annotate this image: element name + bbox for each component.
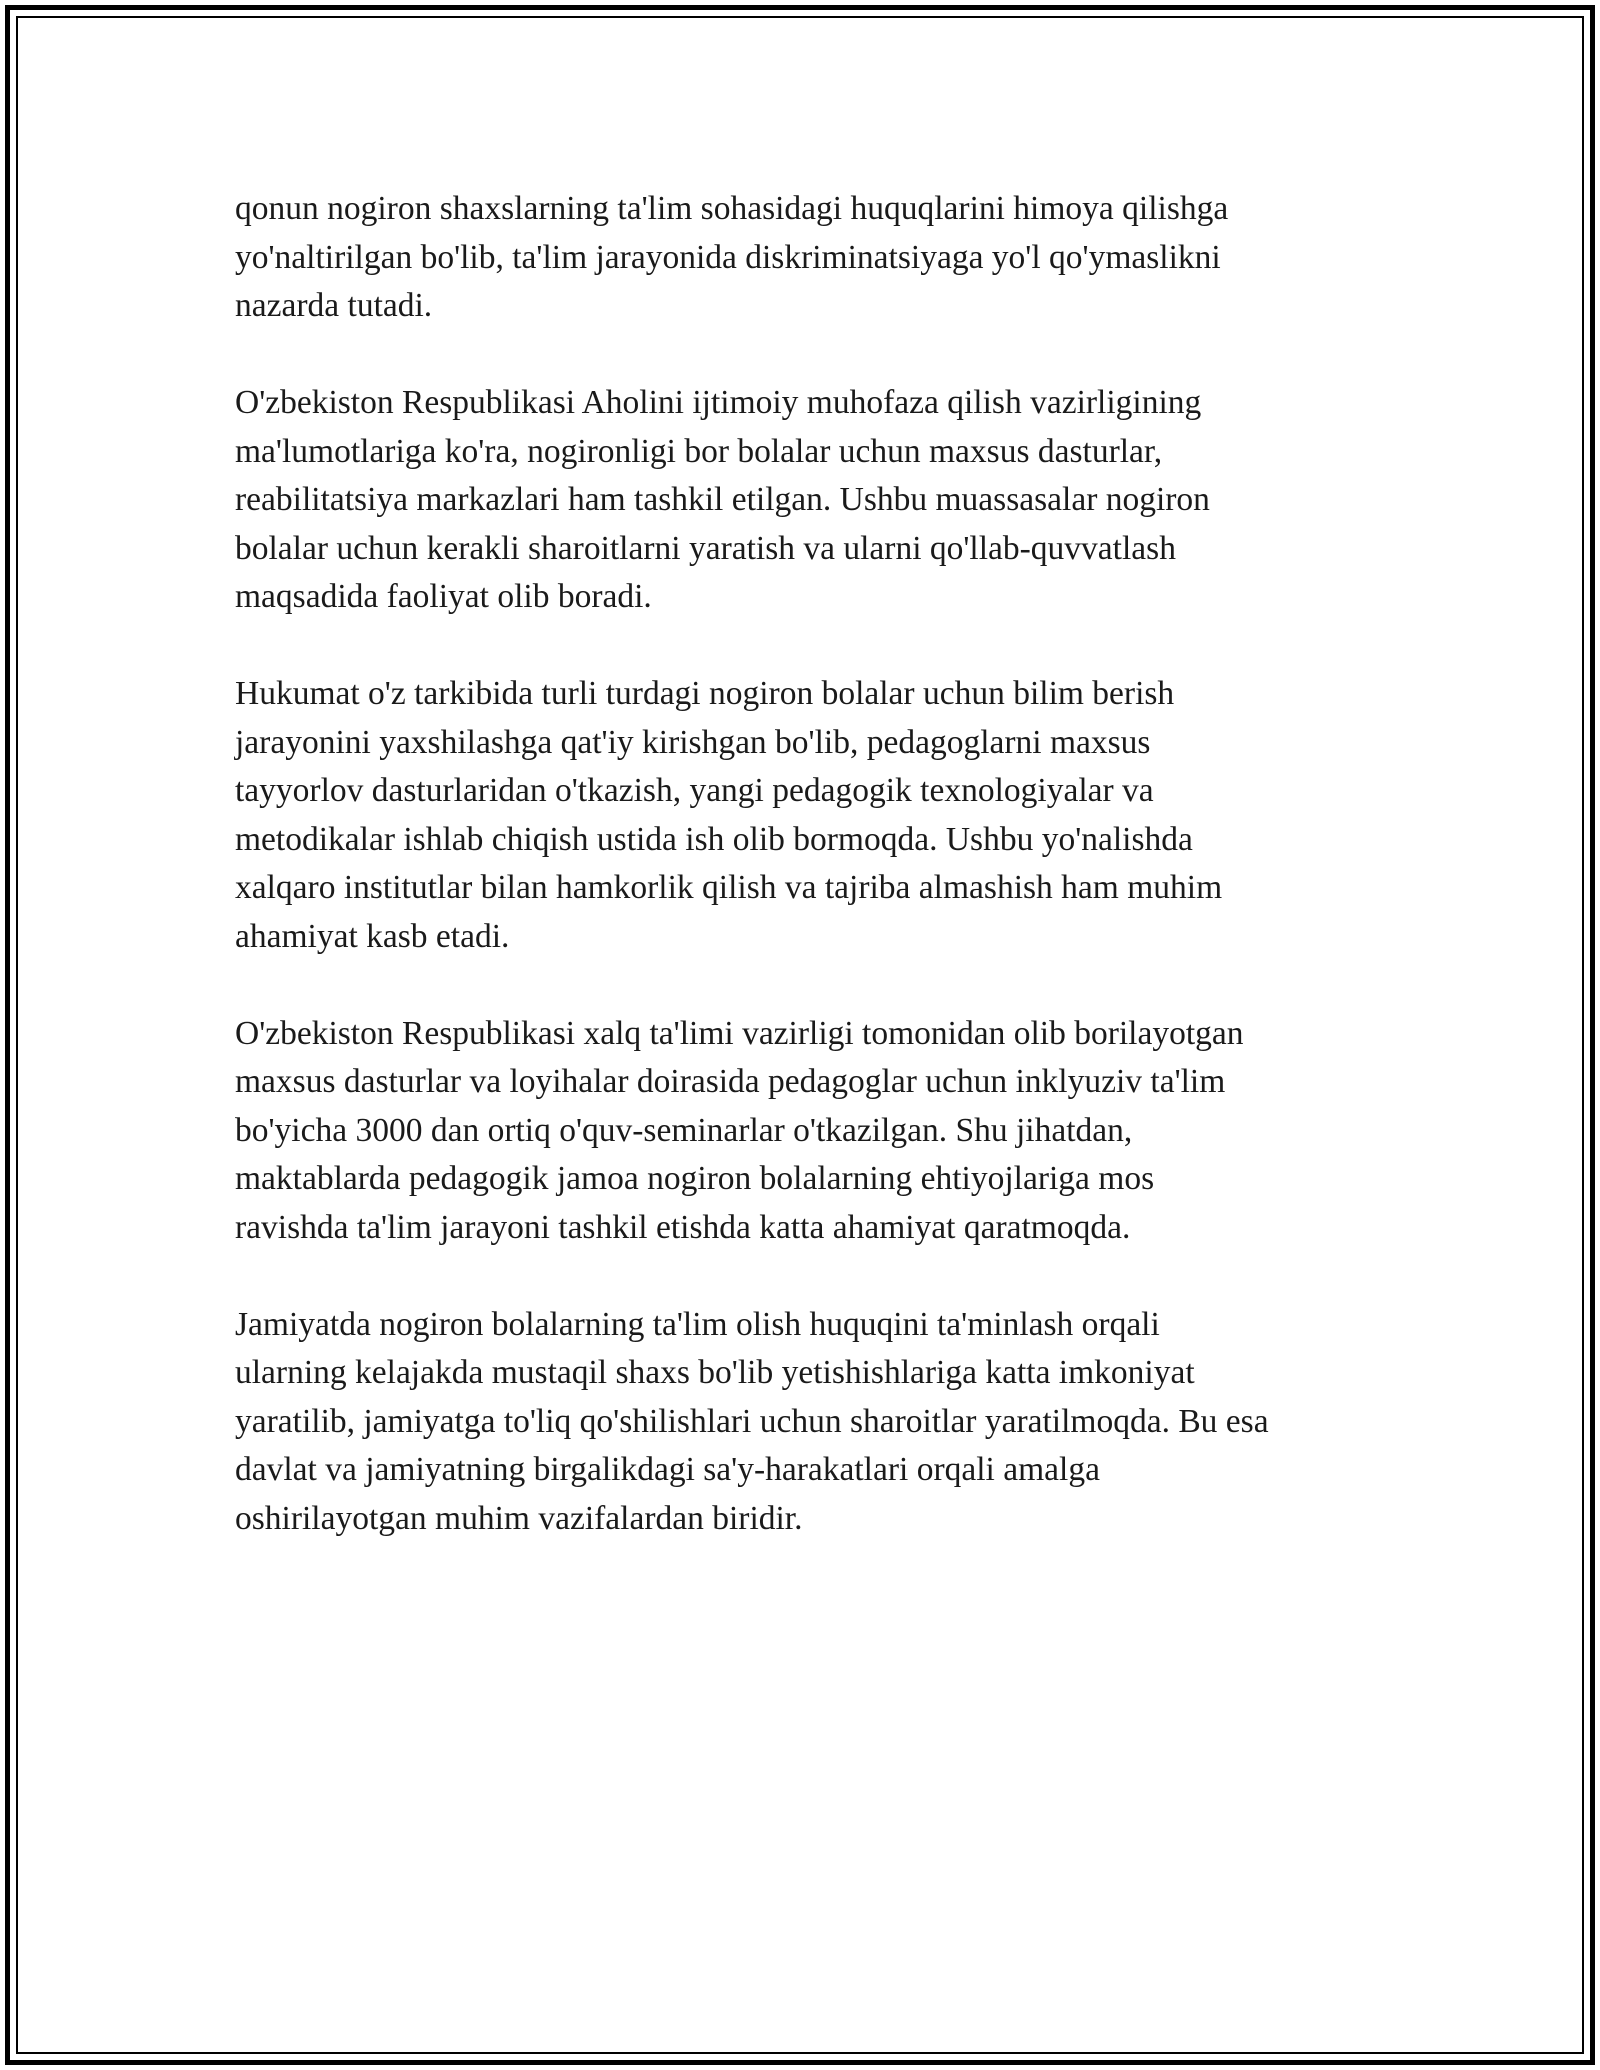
paragraph-4: O'zbekiston Respublikasi xalq ta'limi vazirligi tomonidan olib borilayotgan maxsus dasturlar va loyihalar doirasida pedagoglar uchun inklyuziv ta'lim bo'yicha 3000 dan ortiq o'quv-seminarlar o'tkazilgan. Shu jihatdan, maktablarda pedagogik jamoa nogiron bolalarning ehtiyojlariga mos ravishda ta'lim jarayoni tashkil etishda katta ahamiyat qaratmoqda. bbox=[235, 1014, 1244, 1246]
document-body bbox=[235, 185, 1385, 1592]
paragraph-1: qonun nogiron shaxslarning ta'lim sohasidagi huquqlarini himoya qilishga yo'naltirilgan bo'lib, ta'lim jarayonida diskriminatsiyaga yo'l qo'ymaslikni nazarda tutadi. bbox=[235, 190, 1229, 324]
paragraph-2: O'zbekiston Respublikasi Aholini ijtimoiy muhofaza qilish vazirligining ma'lumotlariga ko'ra, nogironligi bor bolalar uchun maxsus dasturlar, reabilitatsiya markazlari ham tashkil etilgan. Ushbu muassasalar nogiron bolalar uchun kerakli sharoitlarni yaratish va ularni qo'llab-quvvatlash maqsadida faoliyat olib boradi. bbox=[235, 384, 1210, 615]
paragraph-5: Jamiyatda nogiron bolalarning ta'lim olish huquqini ta'minlash orqali ularning kelajakda mustaqil shaxs bo'lib yetishishlariga katta imkoniyat yaratilib, jamiyatga to'liq qo'shilishlari uchun sharoitlar yaratilmoqda. Bu esa davlat va jamiyatning birgalikdagi sa'y-harakatlari orqali amalga oshirilayotgan muhim vazifalardan biridir. bbox=[235, 1305, 1269, 1537]
paragraph-3: Hukumat o'z tarkibida turli turdagi nogiron bolalar uchun bilim berish jarayonini yaxshilashga qat'iy kirishgan bo'lib, pedagoglarni maxsus tayyorlov dasturlaridan o'tkazish, yangi pedagogik texnologiyalar va metodikalar ishlab chiqish ustida ish olib bormoqda. Ushbu yo'nalishda xalqaro institutlar bilan hamkorlik qilish va tajriba almashish ham muhim ahamiyat kasb etadi. bbox=[235, 675, 1223, 955]
